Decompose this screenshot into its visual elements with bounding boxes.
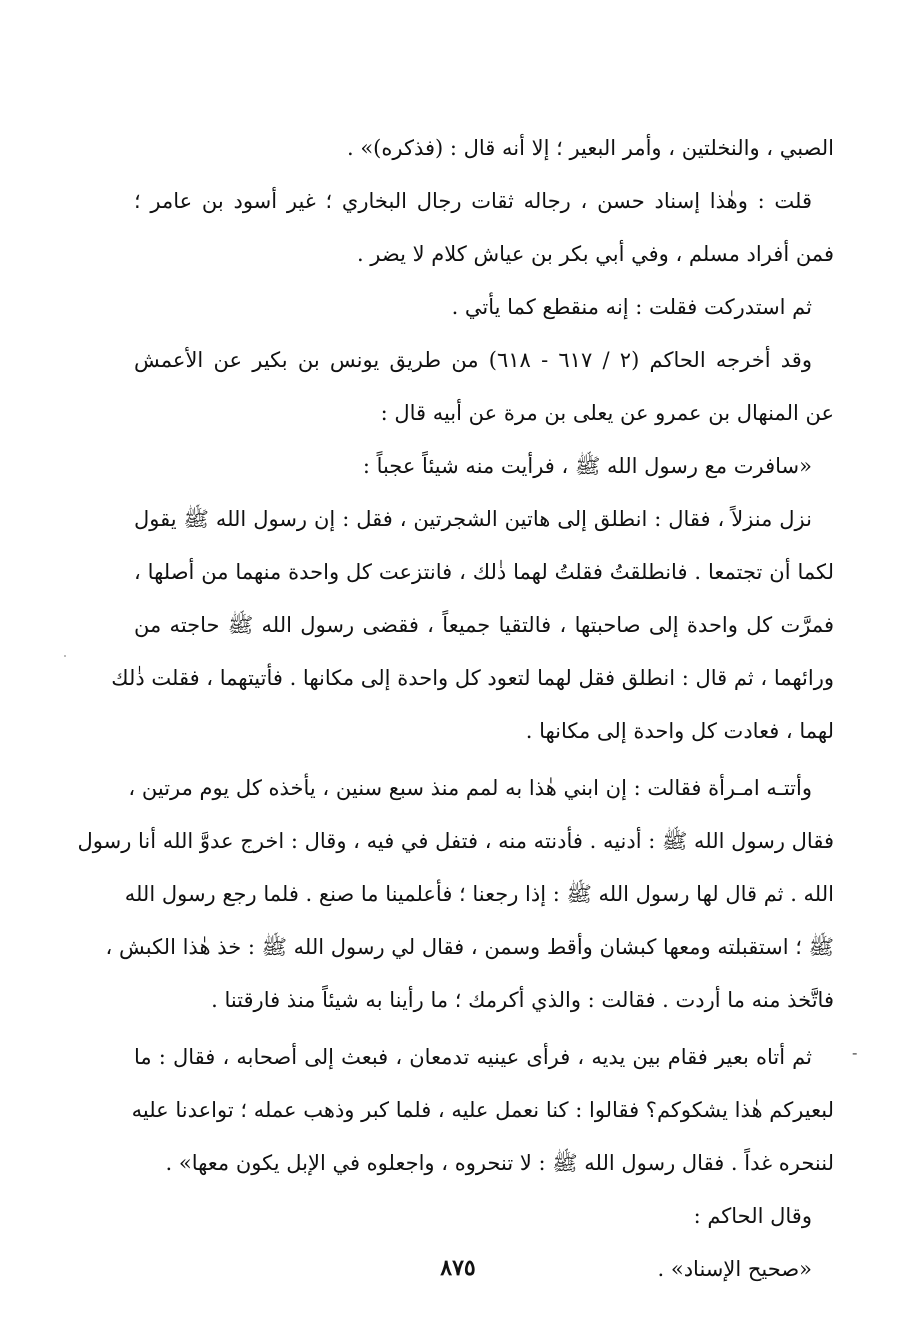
text-line: «سافرت مع رسول الله ﷺ ، فرأيت منه شيئاً عجباً :	[362, 454, 812, 478]
text-line: لهما ، فعادت كل واحدة إلى مكانها .	[525, 719, 834, 743]
text-line: ورائهما ، ثم قال : انطلق فقل لهما لتعود كل واحدة إلى مكانها . فأتيتهما ، فقلت ذٰلك	[111, 666, 834, 690]
text-line: نزل منزلاً ، فقال : انطلق إلى هاتين الشجرتين ، فقل : إن رسول الله ﷺ يقول	[134, 507, 812, 531]
text-line: الصبي ، والنخلتين ، وأمر البعير ؛ إلا أنه قال : (فذكره)» .	[346, 136, 834, 160]
page-number: ٨٧٥	[440, 1255, 476, 1281]
text-line: لبعيركم هٰذا يشكوكم؟ فقالوا : كنا نعمل عليه ، فلما كبر وذهب عمله ؛ تواعدنا عليه	[131, 1098, 834, 1122]
scan-speck	[64, 655, 66, 657]
text-line: ثم أتاه بعير فقام بين يديه ، فرأى عينيه تدمعان ، فبعث إلى أصحابه ، فقال : ما	[134, 1045, 812, 1069]
text-line: وقال الحاكم :	[693, 1204, 812, 1228]
text-line: وقد أخرجه الحاكم (٢ / ٦١٧ - ٦١٨) من طريق يونس بن بكير عن الأعمش	[134, 348, 812, 372]
page-body	[77, 122, 834, 1296]
text-line: الله . ثم قال لها رسول الله ﷺ : إذا رجعنا ؛ فأعلمينا ما صنع . فلما رجع رسول الله	[124, 882, 834, 906]
text-line: فمن أفراد مسلم ، وفي أبي بكر بن عياش كلام لا يضر .	[356, 242, 834, 266]
text-line: ﷺ ؛ استقبلته ومعها كبشان وأقط وسمن ، فقال لي رسول الله ﷺ : خذ هٰذا الكبش ،	[105, 935, 834, 959]
text-line: فاتَّخذ منه ما أردت . فقالت : والذي أكرمك ؛ ما رأينا به شيئاً منذ فارقتنا .	[211, 988, 834, 1012]
text-line: ثم استدركت فقلت : إنه منقطع كما يأتي .	[451, 295, 812, 319]
text-line: لننحره غداً . فقال رسول الله ﷺ : لا تنحروه ، واجعلوه في الإبل يكون معها» .	[165, 1151, 834, 1175]
text-line: فقال رسول الله ﷺ : أدنيه . فأدنته منه ، فتفل في فيه ، وقال : اخرج عدوَّ الله أنا رسول	[77, 829, 834, 853]
text-line: وأتتـه امـرأة فقالت : إن ابني هٰذا به لمم منذ سبع سنين ، يأخذه كل يوم مرتين ،	[128, 776, 812, 800]
text-line: لكما أن تجتمعا . فانطلقتُ فقلتُ لهما ذٰلك ، فانتزعت كل واحدة منهما من أصلها ،	[134, 560, 834, 584]
text-line: عن المنهال بن عمرو عن يعلى بن مرة عن أبيه قال :	[380, 401, 834, 425]
margin-mark: -	[852, 1043, 858, 1062]
text-line: فمرَّت كل واحدة إلى صاحبتها ، فالتقيا جميعاً ، فقضى رسول الله ﷺ حاجته من	[134, 613, 834, 637]
text-line: «صحيح الإسناد» .	[657, 1257, 812, 1281]
text-line: قلت : وهٰذا إسناد حسن ، رجاله ثقات رجال البخاري ؛ غير أسود بن عامر ؛	[134, 189, 812, 213]
